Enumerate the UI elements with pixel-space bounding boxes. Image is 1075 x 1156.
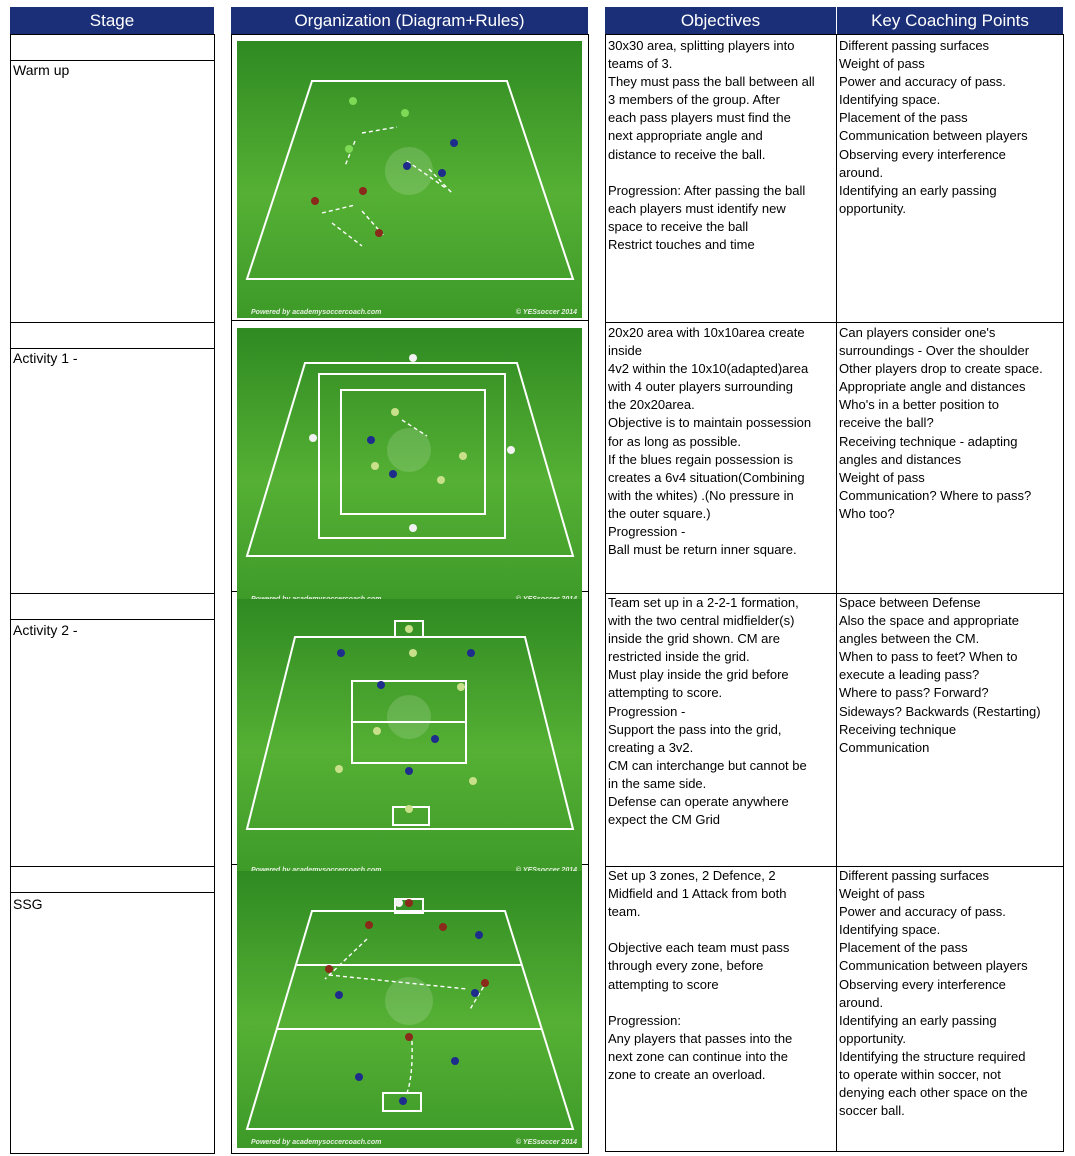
stage-label: SSG [13,896,43,912]
header-objectives: Objectives [605,7,836,34]
header-coaching-points: Key Coaching Points [837,7,1063,34]
credit-right: © YESsoccer 2014 [515,309,577,316]
green-player [345,97,409,153]
credit-left: Powered by academysoccercoach.com [251,1139,382,1146]
header-organization: Organization (Diagram+Rules) [231,7,588,34]
objectives-text: Set up 3 zones, 2 Defence, 2 Midfield and 1 Attack from both team. Objective each team must pass through every zone, before attempting to score Progression: Any players that passes into the next zone can continue into the zone to create an overload. [608,868,793,1083]
diagram-ssg [237,871,582,1148]
coaching-points-text: Space between Defense Also the space and appropriate angles between the CM. When to pass to feet? When to execute a leading pass? Where to pass? Forward? Sideways? Backwards (Restarting) Receiving technique Communication [839,595,1041,755]
objectives-text: 20x20 area with 10x10area create inside 4v2 within the 10x10(adapted)area with 4 outer players surrounding the 20x20area. Objective is to maintain possession for as long as possible. If the blues regain possession is creates a 6v4 situation(Combining with the whites) .(No pressure in the outer square.) Progression - Ball must be return inner square. [608,325,812,558]
stage-label: Warm up [13,62,70,78]
diagram-warm-up [237,41,582,318]
stage-label: Activity 1 - [13,350,78,366]
coaching-points-text: Different passing surfaces Weight of pass Power and accuracy of pass. Identifying space. Placement of the pass Communication between players Observing every interference around. Identifying an early passing opportunity. [839,38,1028,216]
header-stage: Stage [10,7,214,34]
coaching-points-text: Can players consider one's surroundings - Over the shoulder Other players drop to create space. Appropriate angle and distances Who's in a better position to receive the ball? Receiving technique - adapting angles and distances Weight of pass Communication? Where to pass? Who too? [839,325,1043,521]
stage-column [10,34,215,1154]
objectives-text: 30x30 area, splitting players into teams of 3. They must pass the ball between all 3 members of the group. After each pass players must find the next appropriate angle and distance to receive the ball. Progression: After passing the ball each players must identify new space to receive the ball Restrict touches and time [608,38,815,253]
credit-right: © YESsoccer 2014 [515,1139,577,1146]
diagram-activity-1 [237,328,582,605]
objectives-text: Team set up in a 2-2-1 formation, with the two central midfielder(s) inside the grid shown. CM are restricted inside the grid. Must play inside the grid before attempting to score. Progression - Support the pass into the grid, creating a 3v2. CM can interchange but cannot be in the same side. Defense can operate anywhere expect the CM Grid [608,595,807,828]
diagram-activity-2 [237,599,582,876]
white-player [395,899,403,907]
credit-left: Powered by academysoccercoach.com [251,309,382,316]
red-player [311,187,383,237]
stage-label: Activity 2 - [13,622,78,638]
coaching-points-text: Different passing surfaces Weight of pass Power and accuracy of pass. Identifying space. Placement of the pass Communication between players Observing every interference around. Identifying an early passing opportunity. Identifying the structure required to operate within soccer, not denying each other space on the soccer ball. [839,868,1028,1119]
